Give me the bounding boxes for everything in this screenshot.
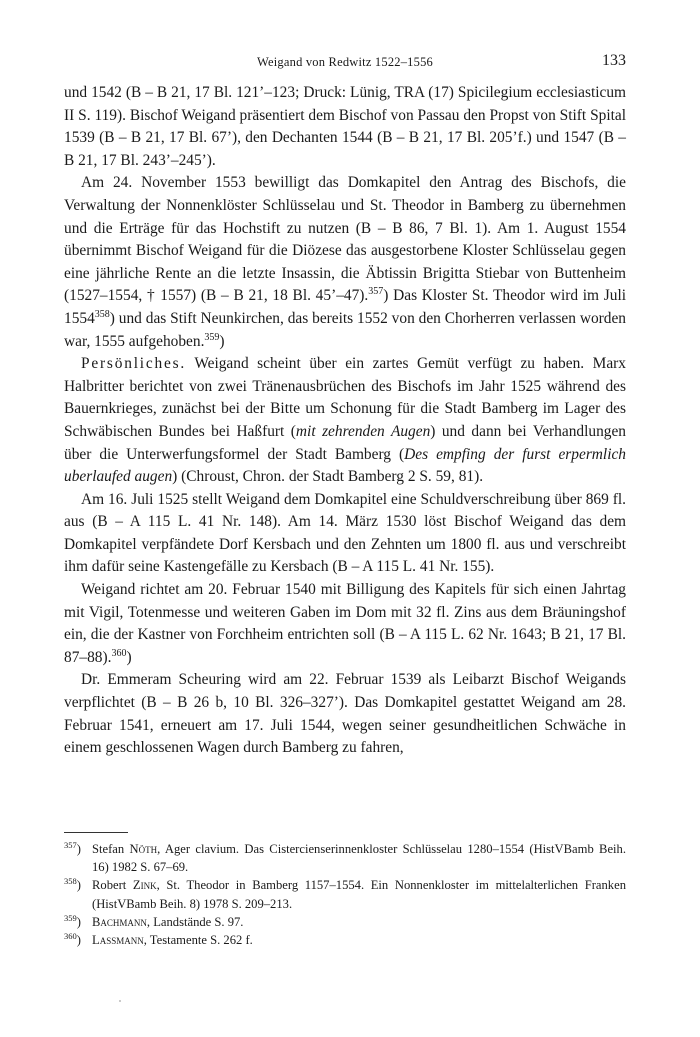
- footnote-divider: [64, 832, 128, 833]
- author-name: Nöth: [129, 842, 158, 856]
- page-number: 133: [602, 52, 626, 69]
- paragraph-4: Am 16. Juli 1525 stellt Weigand dem Domkapitel eine Schuldverschreibung über 869 fl. aus (B – A 115 L. 41 Nr. 148). Am 14. März 1530 löst Bischof Weigand das dem Domkapitel verpfändete Dorf Kersbach und den Zehnten um 1800 fl. aus und verschreibt ihm dafür seine Kastengefälle zu Kersbach (B – A 115 L. 41 Nr. 155).: [64, 490, 626, 576]
- footnote-ref-360[interactable]: 360: [111, 647, 127, 659]
- footnote-number: 360: [64, 931, 77, 942]
- footnote-number: 359: [64, 912, 77, 923]
- section-heading: Persönliches.: [81, 355, 187, 373]
- page-header: [64, 52, 626, 74]
- author-name: Lassmann: [92, 933, 144, 948]
- footnote-number: 358: [64, 876, 77, 887]
- paragraph-1: und 1542 (B – B 21, 17 Bl. 121’–123; Druck: Lünig, TRA (17) Spicilegium ecclesiasticum II S. 119). Bischof Weigand präsentiert dem Bischof von Passau den Propst von Stift Spital 1539 (B – B 21, 17 Bl. 67’), den Dechanten 1544 (B – B 21, 17 Bl. 205’f.) und 1547 (B – B 21, 17 Bl. 243’–245’).: [64, 84, 626, 169]
- body-text: [64, 82, 626, 760]
- footnote-359: $^{359}$) Bachmann, Landstände S. 97.: [64, 912, 244, 929]
- author-name: Bachmann: [92, 914, 147, 929]
- quote-2: Des empfing der furst erpermlich uberlaufed augen: [64, 445, 626, 486]
- footnote-358: $^{358}$) Robert Zink, St. Theodor in Bamberg 1157–1554. Ein Nonnenkloster im mittelalterlichen Franken (HistVBamb Beih. 8) 1978 S. 209–213.: [64, 876, 626, 911]
- footnote-number: 357: [64, 840, 77, 850]
- scan-speck: [119, 1000, 121, 1002]
- running-title: Weigand von Redwitz 1522–1556: [257, 55, 433, 69]
- footnote-360: $^{360}$) Lassmann, Testamente S. 262 f.: [64, 931, 253, 948]
- quote-1: mit zehrenden Augen: [295, 422, 431, 440]
- footnote-357: $^{357}$) Stefan Nöth, Ager clavium. Das Cistercienserinnenkloster Schlüsselau 1280–1554 (HistVBamb Beih. 16) 1982 S. 67–69.: [64, 840, 626, 875]
- footnote-ref-359[interactable]: 359: [204, 331, 220, 343]
- author-name: Zink: [132, 878, 157, 893]
- paragraph-2: Am 24. November 1553 bewilligt das Domkapitel den Antrag des Bischofs, die Verwaltung der Nonnenklöster Schlüsselau und St. Theodor in Bamberg zu übernehmen und die Erträge für das Hochstift zu nutzen (B – B 86, 7 Bl. 1). Am 1. August 1554 übernimmt Bischof Weigand für die Diözese das ausgestorbene Kloster Schlüsselau gegen eine jährliche Rente an die letzte Insassin, die Äbtissin Brigitta Stiebar von Buttenheim (1527–1554, † 1557) (B – B 21, 18 Bl. 45’–47).$^{357}$) Das Kloster St. Theodor wird im Juli 1554$^{358}$) und das Stift Neunkirchen, das bereits 1552 von den Chorherren verlassen worden war, 1555 aufgehoben.$^{359}$): [64, 174, 627, 350]
- paragraph-5: Weigand richtet am 20. Februar 1540 mit Billigung des Kapitels für sich einen Jahrtag mit Vigil, Totenmesse und weiteren Gaben im Dom mit 32 fl. Zins aus dem Bräuningshof ein, die der Kastner von Forchheim entrichten soll (B – A 115 L. 62 Nr. 1643; B 21, 17 Bl. 87–88).$^{360}$): [64, 581, 626, 666]
- footnote-ref-357[interactable]: 357: [368, 286, 384, 298]
- footnote-ref-358[interactable]: 358: [94, 308, 110, 320]
- paragraph-3: Persönliches. Weigand scheint über ein zartes Gemüt verfügt zu haben. Marx Halbritter berichtet von zwei Tränenausbrüchen des Bischofs im Jahr 1525 während des Bauernkrieges, zunächst bei der Bitte um Schonung für die Stadt Bamberg im Lager des Schwäbischen Bundes bei Haßfurt (mit zehrenden Augen) und dann bei Verhandlungen über die Unterwerfungsformel der Stadt Bamberg (Des empfing der furst erpermlich uberlaufed augen) (Chroust, Chron. der Stadt Bamberg 2 S. 59, 81).: [64, 355, 626, 486]
- footnotes: [64, 840, 626, 949]
- paragraph-6: Dr. Emmeram Scheuring wird am 22. Februar 1539 als Leibarzt Bischof Weigands verpflichtet (B – B 26 b, 10 Bl. 326–327’). Das Domkapitel gestattet Weigand am 28. Februar 1541, erneuert am 17. Juli 1544, wegen seiner gesundheitlichen Schwäche in einem geschlossenen Wagen durch Bamberg zu fahren,: [64, 671, 626, 757]
